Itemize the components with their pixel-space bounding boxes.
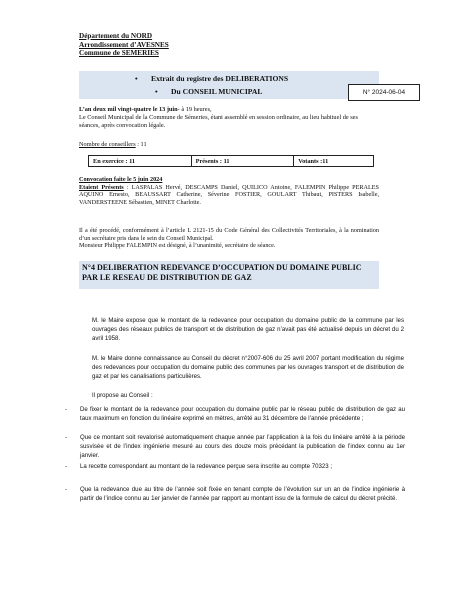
session-time: - à 19 heures, (177, 106, 212, 113)
councillor-count-label: Nombre de conseillers (79, 141, 136, 148)
paragraph-expose: M. le Maire expose que le montant de la redevance pour occupation du domaine public de la commune par les ouvrages des réseaux publics de transport et de distribution de gaz n’avait pas été actualisé depuis un décret du 2 avril 1958. (92, 317, 404, 343)
count-exercice: En exercice : 11 (89, 156, 192, 167)
paragraph-decret: M. le Maire donne connaissance au Conseil du décret n°2007-606 du 25 avril 2007 portant modification du régime des redevances pour occupation du domaine public des communes par les ouvrages transport et de distribution de gaz et par les canalisations particulières. (92, 355, 404, 381)
list-item-text: De fixer le montant de la redevance pour occupation du domaine public par le réseau public de distribution de gaz au taux maximum en fonction du linéaire exprimé en mètres, arrêté au 31 décembre de l’année précédente ; (80, 406, 405, 423)
list-item-text: Que la redevance due au titre de l’année soit fixée en tenant compte de l’évolution sur un an de l’indice ingénierie à partir de l’indice connu au 1er janvier de l’année par rapport au montant issu de la formule de calcul du décret précité. (80, 486, 405, 503)
list-item-text: La recette correspondant au montant de la redevance perçue sera inscrite au compte 70323 ; (80, 463, 333, 470)
council-title: Du CONSEIL MUNICIPAL (171, 87, 263, 96)
table-row (89, 156, 374, 167)
session-date: L’an deux mil vingt-quatre le 13 juin (79, 106, 178, 113)
convocation-line: Convocation faite le 5 juin 2024 (79, 176, 163, 183)
extract-title: Extrait du registre des DELIBERATIONS (151, 74, 289, 83)
councillor-count-value: : 11 (137, 141, 147, 148)
councillor-count (79, 141, 147, 148)
letterhead (79, 32, 169, 58)
attendance-table (88, 155, 374, 167)
dash-marker: - (65, 406, 68, 413)
bullet-icon: • (135, 74, 138, 83)
secretary-named: Monsieur Philippe FALEMPIN est désigné, à l’unanimité, secrétaire de séance. (79, 242, 276, 250)
dash-marker: - (65, 434, 68, 441)
session-intro (79, 106, 379, 129)
list-item-text: Que ce montant soit revalorisé automatiquement chaque année par l’application à la fois du linéaire arrêté à la période susvisée et de l’index ingénierie mesuré au cours des douze mois précédant la publication de l’index connu au 1er janvier. (80, 434, 405, 460)
secretary-block (79, 227, 379, 250)
secretary-rule: Il a été procédé, conformément à l’article L 2121-15 du Code Général des Collectivités Territoriales, à la nomination d’un secrétaire pris dans le sein du Conseil Municipal. (79, 227, 379, 242)
department-line: Département du NORD (79, 32, 153, 40)
count-votants: Votants :11 (294, 156, 374, 167)
presents-list: : LASPALAS Hervé, DESCAMPS Daniel, QUILICO Antoine, FALEMPIN Philippe PERALES AQUINO Ernesto, BEAUSSART Catherine, Séverine FOSTIER, GOULART Thibaut, PISTERS Isabelle, VANDERSTEENE Sébastien, MINET Charlotte. (79, 183, 379, 206)
dash-marker: - (65, 486, 68, 493)
dash-marker: - (65, 463, 68, 470)
deliberation-number: N° 2024-06-04 (348, 84, 420, 101)
count-presents: Présents : 11 (191, 156, 294, 167)
deliberation-title: N°4 DELIBERATION REDEVANCE D’OCCUPATION DU DOMAINE PUBLIC PAR LE RESEAU DE DISTRIBUTION DE GAZ (79, 261, 379, 289)
extract-banner (79, 71, 379, 99)
convocation-block (79, 176, 379, 206)
presents-label: Etaient Présents (79, 183, 124, 191)
arrondissement-line: Arrondissement d’AVESNES (79, 40, 169, 49)
session-text: Le Conseil Municipal de la Commune de Sémeries, étant assemblé en session ordinaire, au lieu habituel de ses séances, après convocation légale. (79, 113, 358, 129)
bullet-icon: • (155, 87, 158, 96)
paragraph-propose: Il propose au Conseil : (92, 392, 153, 399)
commune-line: Commune de SEMERIES (79, 49, 159, 58)
